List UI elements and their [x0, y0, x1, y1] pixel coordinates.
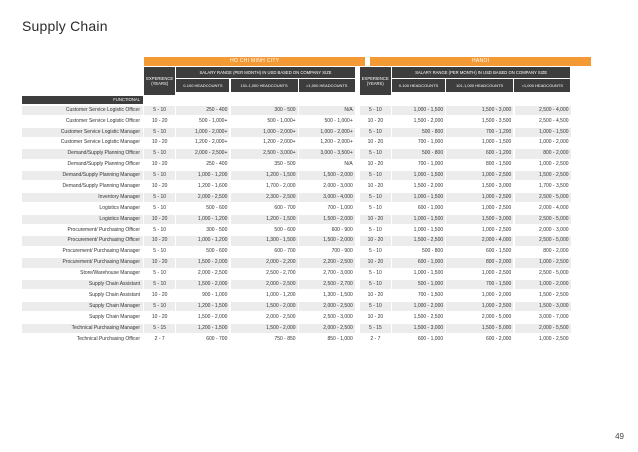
table-row [22, 257, 608, 268]
salary-cell: 1,000 - 1,500 [392, 215, 445, 224]
experience-cell: 10 - 20 [367, 291, 384, 298]
salary-cell: 700 - 1,200 [446, 128, 513, 137]
table-row [22, 149, 608, 160]
salary-cell: 1,500 - 2,000 [231, 302, 298, 311]
salary-cell: 600 - 900 [331, 226, 353, 233]
salary-cell: 3,000 - 3,500+ [299, 149, 355, 158]
column-header-row [22, 67, 608, 95]
salary-cell: 2,000 - 2,500 [176, 193, 229, 202]
salary-cell: 1,500 - 2,000 [299, 215, 355, 224]
table-row [22, 236, 608, 247]
salary-cell: 700 - 1,000 [417, 139, 444, 146]
salary-cell: 850 - 1,000 [327, 335, 353, 342]
salary-cell: 2,500 - 4,500 [539, 117, 569, 124]
salary-cell: 2,500 - 2,700 [299, 280, 355, 289]
salary-cell: 1,000 - 1,200 [176, 236, 229, 245]
role-cell: Demand/Supply Planning Officer [67, 161, 140, 168]
salary-cell: 1,300 - 1,500 [231, 236, 298, 245]
table-row [22, 159, 608, 170]
role-cell: Demand/Supply Planning Officer [22, 149, 143, 158]
role-cell: Customer Service Logistic Officer [22, 106, 143, 115]
salary-cell: 500 - 600 [274, 226, 296, 233]
experience-cell: 2 - 7 [154, 335, 165, 342]
size-col-medium: 101-1,000 HEADCOUNTS [231, 79, 298, 92]
experience-cell: 5 - 10 [144, 193, 175, 202]
table-row [22, 170, 608, 181]
salary-cell: 1,000 - 1,500 [515, 128, 571, 137]
salary-cell: 600 - 1,000 [417, 204, 444, 211]
experience-cell: 10 - 20 [151, 291, 168, 298]
salary-cell: 500 - 1,000+ [199, 117, 228, 124]
experience-cell: 10 - 20 [151, 313, 168, 320]
role-cell: Supply Chain Manager [22, 302, 143, 311]
salary-cell: 1,000 - 2,000+ [176, 128, 229, 137]
experience-cell: 5 - 15 [144, 324, 175, 333]
salary-cell: 1,000 - 1,200 [266, 291, 296, 298]
salary-cell: 1,200 - 1,500 [231, 215, 298, 224]
salary-cell: 900 - 1,000 [202, 291, 228, 298]
salary-cell: 1,000 - 1,500 [392, 106, 445, 115]
role-cell: Customer Service Logistic Manager [60, 139, 140, 146]
experience-cell: 10 - 20 [367, 183, 384, 190]
salary-cell: 1,200 - 1,500 [231, 171, 298, 180]
salary-cell: 500 - 1,000 [392, 280, 445, 289]
salary-cell: 2,500 - 5,000 [539, 270, 569, 277]
salary-header-hcmc [176, 67, 354, 95]
experience-cell: 5 - 10 [153, 226, 167, 233]
salary-cell: 1,000 - 2,500 [539, 161, 569, 168]
size-col-medium: 101-1,000 HEADCOUNTS [446, 79, 513, 92]
role-cell: Customer Service Logistic Officer [65, 117, 140, 124]
experience-cell: 10 - 20 [367, 313, 384, 320]
salary-cell: 1,000 - 2,500 [481, 270, 512, 277]
salary-header-hanoi [392, 67, 570, 95]
table-row [22, 312, 608, 323]
salary-cell: 1,000 - 1,500 [413, 226, 444, 233]
role-cell: Supply Chain Assistant [22, 280, 143, 289]
salary-cell: 1,000 - 1,200 [176, 171, 229, 180]
experience-cell: 10 - 20 [151, 139, 168, 146]
salary-cell: 2,000 - 4,000 [539, 204, 569, 211]
salary-cell: 1,000 - 2,500 [539, 335, 569, 342]
city-header-hanoi: HANOI [370, 57, 591, 66]
experience-cell: 5 - 10 [144, 128, 175, 137]
experience-cell: 10 - 20 [144, 258, 175, 267]
salary-cell: 1,500 - 2,500 [392, 236, 445, 245]
experience-cell: 10 - 20 [151, 161, 168, 168]
salary-cell: 1,500 - 2,000 [413, 183, 444, 190]
salary-cell: 800 - 2,000 [446, 258, 513, 267]
salary-cell: 600 - 1,500 [486, 248, 512, 255]
table-row [22, 290, 608, 301]
experience-cell: 5 - 10 [144, 171, 175, 180]
salary-table [22, 57, 608, 345]
salary-cell: 1,500 - 3,000 [446, 106, 513, 115]
salary-cell: 1,500 - 2,500 [413, 313, 444, 320]
salary-cell: 1,000 - 2,000+ [231, 128, 298, 137]
experience-cell: 5 - 10 [360, 106, 391, 115]
experience-cell: 10 - 20 [360, 236, 391, 245]
salary-cell: 700 - 1,500 [446, 280, 513, 289]
salary-cell: 1,300 - 1,500 [323, 291, 353, 298]
salary-cell: 1,200 - 2,000+ [320, 139, 353, 146]
experience-cell: 5 - 10 [360, 302, 391, 311]
salary-cell: 600 - 700 [274, 248, 296, 255]
salary-cell: 1,500 - 2,000 [231, 324, 298, 333]
salary-cell: 2,000 - 5,000 [481, 313, 512, 320]
experience-cell: 5 - 10 [153, 270, 167, 277]
size-col-large: >1,000 HEADCOUNTS [299, 79, 355, 92]
salary-cell: 1,000 - 2,500 [446, 171, 513, 180]
salary-cell: 350 - 500 [274, 161, 296, 168]
salary-cell: 1,500 - 2,500 [539, 291, 569, 298]
salary-cell: 500 - 800 [392, 128, 445, 137]
city-header-row [22, 57, 608, 66]
salary-cell: 2,000 - 2,500+ [176, 149, 229, 158]
table-row [22, 268, 608, 279]
salary-cell: 2,500 - 4,000 [515, 106, 571, 115]
salary-cell: 1,000 - 2,000 [392, 302, 445, 311]
role-cell: Inventory Manager [22, 193, 143, 202]
salary-cell: 500 - 800 [421, 248, 444, 255]
experience-cell: 5 - 10 [360, 171, 391, 180]
size-col-small: 0-100 HEADCOUNTS [392, 79, 445, 92]
salary-cell: 700 - 1,500 [417, 291, 444, 298]
salary-cell: 1,500 - 3,000 [392, 324, 445, 333]
role-cell: Demand/Supply Planning Manager [22, 171, 143, 180]
role-cell: Procurement/ Purchasing Manager [22, 258, 143, 267]
salary-range-title: SALARY RANGE (PER MONTH) IN USD BASED ON COMPANY SIZE [392, 67, 570, 78]
experience-cell: 5 - 10 [360, 193, 391, 202]
functional-header: FUNCTIONAL [22, 96, 143, 104]
salary-cell: 750 - 850 [274, 335, 296, 342]
salary-cell: 2,000 - 2,500 [299, 324, 355, 333]
experience-cell: 5 - 10 [369, 226, 382, 233]
city-header-hcmc: HO CHI MINH CITY [144, 57, 365, 66]
salary-cell: 1,700 - 2,000 [266, 183, 296, 190]
salary-cell: 600 - 1,200 [446, 149, 513, 158]
page-number: 49 [615, 432, 624, 441]
salary-cell: 1,000 - 1,500 [392, 193, 445, 202]
salary-cell: 500 - 600 [206, 248, 228, 255]
experience-cell: 5 - 10 [153, 248, 167, 255]
salary-cell: 500 - 600 [206, 204, 228, 211]
salary-cell: 2,000 - 2,500 [231, 280, 298, 289]
role-cell: Procurement/ Purchasing Officer [67, 226, 140, 233]
table-row [22, 301, 608, 312]
experience-cell: 5 - 10 [153, 204, 167, 211]
experience-cell: 10 - 20 [367, 117, 384, 124]
salary-cell: 1,000 - 2,000+ [299, 128, 355, 137]
role-cell: Procurement/ Purchasing Manager [62, 248, 140, 255]
salary-cell: 1,000 - 1,500 [392, 171, 445, 180]
salary-cell: 2,500 - 2,700 [266, 270, 296, 277]
table-row [22, 127, 608, 138]
experience-cell: 5 - 10 [144, 106, 175, 115]
salary-cell: 500 - 1,000+ [267, 117, 296, 124]
salary-cell: 600 - 1,000 [392, 258, 445, 267]
experience-cell: 5 - 10 [369, 248, 382, 255]
role-cell: Supply Chain Assistant [88, 291, 140, 298]
table-body [22, 105, 608, 345]
salary-cell: 2,300 - 2,500 [231, 193, 298, 202]
salary-cell: 2,500 - 3,000+ [231, 149, 298, 158]
experience-cell: 5 - 10 [360, 128, 391, 137]
salary-cell: 2,500 - 5,000 [515, 236, 571, 245]
experience-header: EXPERIENCE (YEARS) [144, 67, 175, 95]
salary-cell: 1,200 - 1,600 [197, 183, 228, 190]
experience-cell: 5 - 10 [144, 280, 175, 289]
salary-cell: 1,500 - 2,000 [299, 171, 355, 180]
experience-cell: 5 - 10 [360, 280, 391, 289]
salary-cell: 250 - 400 [206, 161, 228, 168]
table-row [22, 138, 608, 149]
salary-cell: 2,000 - 4,000 [446, 236, 513, 245]
salary-cell: 2,000 - 2,200 [231, 258, 298, 267]
salary-cell: 300 - 500 [206, 226, 228, 233]
salary-cell: 800 - 2,000 [543, 248, 569, 255]
table-row [22, 214, 608, 225]
salary-cell: 1,200 - 1,500 [176, 324, 229, 333]
table-row [22, 323, 608, 334]
salary-cell: 2,500 - 5,000 [515, 193, 571, 202]
salary-cell: 1,200 - 1,500 [176, 302, 229, 311]
salary-cell: 3,000 - 4,000 [299, 193, 355, 202]
experience-cell: 2 - 7 [370, 335, 381, 342]
salary-cell: 3,000 - 7,000 [539, 313, 569, 320]
salary-cell: 700 - 900 [331, 248, 353, 255]
table-row [22, 192, 608, 203]
role-cell: Supply Chain Manager [89, 313, 140, 320]
salary-cell: 1,000 - 1,500 [481, 139, 512, 146]
salary-cell: 1,000 - 2,500 [446, 302, 513, 311]
salary-cell: 2,500 - 5,000 [515, 215, 571, 224]
salary-cell: 1,500 - 2,000 [176, 258, 229, 267]
role-cell: Technical Purchasing Manager [22, 324, 143, 333]
experience-cell: 5 - 10 [144, 149, 175, 158]
experience-cell: 10 - 20 [144, 236, 175, 245]
salary-cell: 1,000 - 2,500 [515, 258, 571, 267]
experience-cell: 10 - 20 [151, 183, 168, 190]
salary-cell: 1,000 - 2,000 [481, 291, 512, 298]
salary-cell: 1,500 - 2,000 [299, 236, 355, 245]
salary-cell: N/A [344, 161, 353, 168]
salary-cell: 800 - 2,000 [515, 149, 571, 158]
salary-cell: 1,500 - 2,500 [515, 171, 571, 180]
experience-header: EXPERIENCE (YEARS) [360, 67, 391, 95]
salary-cell: 600 - 700 [206, 335, 228, 342]
role-cell: Procurement/ Purchasing Officer [22, 236, 143, 245]
salary-cell: 1,500 - 3,000 [481, 183, 512, 190]
role-cell: Store/Warehouse Manager [80, 270, 140, 277]
salary-cell: 1,500 - 2,000 [413, 117, 444, 124]
experience-cell: 10 - 20 [144, 215, 175, 224]
salary-cell: 1,500 - 3,000 [515, 302, 571, 311]
experience-cell: 10 - 20 [151, 117, 168, 124]
salary-cell: 1,700 - 3,500 [539, 183, 569, 190]
salary-cell: 2,000 - 3,000 [323, 183, 353, 190]
role-cell: Technical Purchasing Officer [76, 335, 140, 342]
salary-cell: 1,000 - 2,500 [446, 193, 513, 202]
role-cell: Demand/Supply Planning Manager [62, 183, 140, 190]
experience-cell: 5 - 15 [360, 324, 391, 333]
salary-cell: 1,500 - 3,500 [481, 117, 512, 124]
salary-cell: 700 - 1,000 [417, 161, 444, 168]
salary-cell: 1,200 - 2,000+ [194, 139, 228, 146]
salary-cell: 1,000 - 2,500 [481, 226, 512, 233]
table-row [22, 181, 608, 192]
salary-cell: 1,000 - 2,000 [515, 280, 571, 289]
salary-cell: 2,500 - 3,000 [323, 313, 353, 320]
table-row [22, 279, 608, 290]
salary-cell: 500 - 800 [392, 149, 445, 158]
salary-cell: 300 - 500 [231, 106, 298, 115]
experience-cell: 10 - 20 [360, 258, 391, 267]
role-cell: Customer Service Logistic Manager [22, 128, 143, 137]
table-row [22, 225, 608, 236]
salary-cell: 2,200 - 2,500 [299, 258, 355, 267]
salary-cell: 250 - 400 [176, 106, 229, 115]
salary-cell: 2,000 - 2,500 [299, 302, 355, 311]
table-row [22, 116, 608, 127]
salary-cell: 600 - 700 [274, 204, 296, 211]
experience-cell: 5 - 10 [144, 302, 175, 311]
salary-cell: 700 - 1,000 [327, 204, 353, 211]
experience-cell: 5 - 10 [369, 270, 382, 277]
salary-cell: 1,000 - 2,500 [481, 204, 512, 211]
salary-cell: 2,000 - 3,000 [539, 226, 569, 233]
salary-cell: 500 - 1,000+ [324, 117, 353, 124]
salary-range-title: SALARY RANGE (PER MONTH) IN USD BASED ON COMPANY SIZE [176, 67, 354, 78]
experience-cell: 10 - 20 [367, 161, 384, 168]
salary-cell: 600 - 1,000 [417, 335, 444, 342]
salary-cell: 1,500 - 2,000 [176, 280, 229, 289]
salary-cell: 2,000 - 5,500 [515, 324, 571, 333]
experience-cell: 10 - 20 [360, 215, 391, 224]
experience-cell: 10 - 20 [367, 139, 384, 146]
table-row [22, 247, 608, 258]
salary-cell: 2,000 - 2,500 [266, 313, 296, 320]
size-col-large: >1,000 HEADCOUNTS [514, 79, 570, 92]
salary-cell: N/A [299, 106, 355, 115]
page-title: Supply Chain [22, 18, 108, 34]
experience-cell: 5 - 10 [360, 149, 391, 158]
salary-cell: 1,200 - 2,000+ [263, 139, 296, 146]
salary-cell: 1,000 - 1,500 [413, 270, 444, 277]
size-col-small: 0-100 HEADCOUNTS [176, 79, 229, 92]
table-row [22, 105, 608, 116]
functional-row [22, 95, 608, 105]
salary-cell: 2,700 - 3,000 [323, 270, 353, 277]
salary-cell: 1,500 - 5,000 [446, 324, 513, 333]
salary-cell: 1,500 - 3,000 [446, 215, 513, 224]
table-row [22, 203, 608, 214]
role-cell: Logistics Manager [99, 204, 140, 211]
salary-cell: 600 - 2,000 [486, 335, 512, 342]
table-row [22, 334, 608, 345]
salary-cell: 2,000 - 2,500 [197, 270, 228, 277]
experience-cell: 5 - 10 [369, 204, 382, 211]
salary-cell: 1,500 - 2,000 [197, 313, 228, 320]
salary-cell: 1,000 - 1,200 [176, 215, 229, 224]
salary-cell: 1,000 - 2,000 [539, 139, 569, 146]
role-cell: Logistics Manager [22, 215, 143, 224]
salary-cell: 800 - 1,500 [486, 161, 512, 168]
